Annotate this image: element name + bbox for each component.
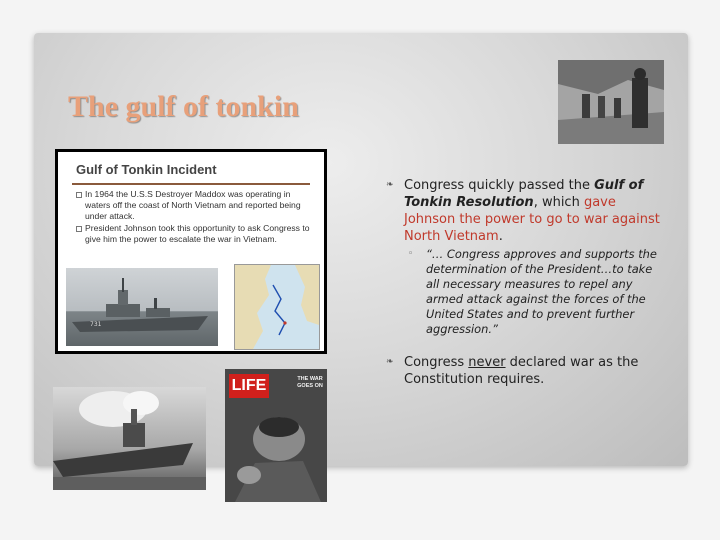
life-cover-headline: THE WAR GOES ON xyxy=(297,376,323,389)
embedded-slide-bullet: President Johnson took this opportunity to ask Congress to give him the power to escalate the war in Vietnam. xyxy=(76,223,316,245)
svg-text:731: 731 xyxy=(90,321,102,328)
highlighted-text: gave Johnson the power to go to war against North Vietnam xyxy=(404,195,660,244)
bullet-list xyxy=(386,177,666,388)
embedded-slide-bullet: In 1964 the U.S.S Destroyer Maddox was operating in waters off the coast of North Vietnam and reported being under attack. xyxy=(76,189,316,222)
life-magazine-cover xyxy=(225,369,327,502)
bullet-text: . xyxy=(498,229,503,244)
embedded-slide-title: Gulf of Tonkin Incident xyxy=(76,162,217,177)
bullet-congress xyxy=(386,354,666,388)
ring-bullet-icon: ◦ xyxy=(408,249,414,259)
soldiers-jungle-photo xyxy=(558,60,664,144)
embedded-slide-image xyxy=(55,149,327,354)
bullet-resolution xyxy=(386,177,666,337)
slide-title: The gulf of tonkin xyxy=(68,90,299,123)
bullet-text: Congress xyxy=(404,355,469,370)
life-logo: LIFE xyxy=(229,374,269,398)
resolution-name: Gulf of Tonkin Resolution xyxy=(404,178,644,210)
battleship-firing-photo xyxy=(53,387,206,490)
bullet-text: , which xyxy=(533,195,584,210)
embedded-slide-bullets xyxy=(76,189,316,246)
bullet-text: declared war as the Constitution requires. xyxy=(404,355,639,387)
underlined-word: never xyxy=(468,355,506,370)
decorative-bullet-icon: ❧ xyxy=(386,180,394,190)
embedded-slide-divider xyxy=(72,183,310,185)
decorative-bullet-icon: ❧ xyxy=(386,357,394,367)
embedded-slide-content xyxy=(58,152,324,351)
gulf-map xyxy=(234,264,320,350)
resolution-quote xyxy=(404,247,666,337)
destroyer-photo xyxy=(66,268,218,346)
bullet-text: Congress quickly passed the xyxy=(404,178,595,193)
quote-text: “… Congress approves and supports the determination of the President…to take all necessary measures to repel any armed attack against the forces of the United States and to prevent further aggression.” xyxy=(426,247,657,336)
